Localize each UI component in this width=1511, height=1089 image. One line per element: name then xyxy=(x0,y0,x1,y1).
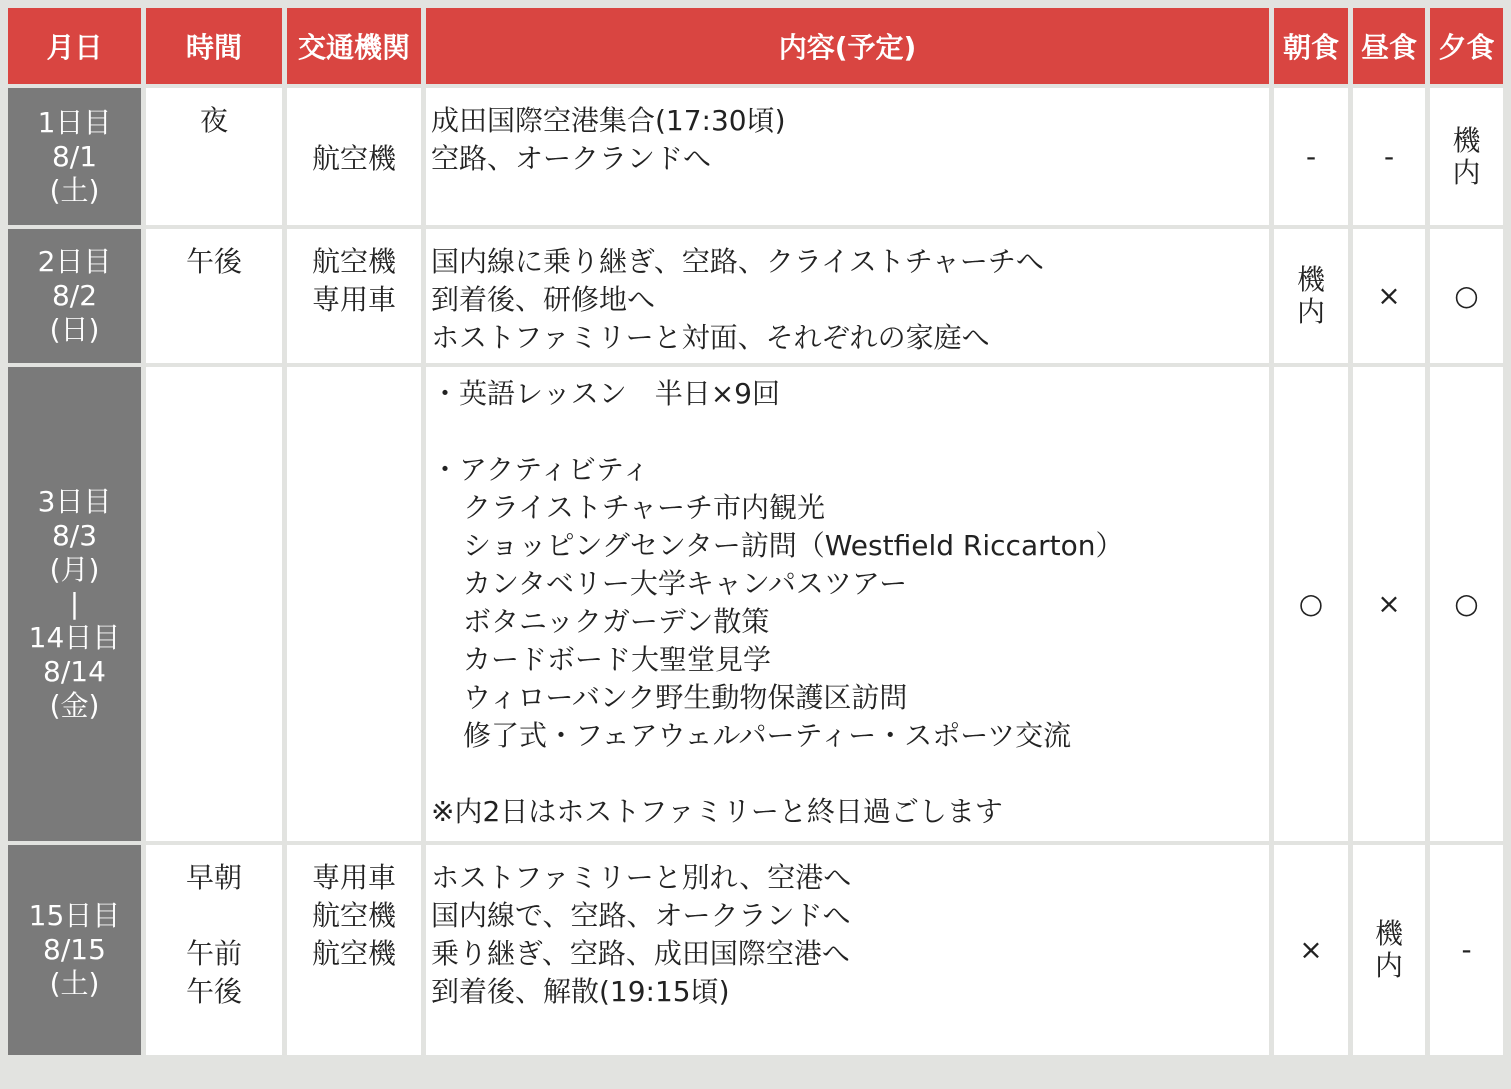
plan-line: 国内線に乗り継ぎ、空路、クライストチャーチへ xyxy=(431,245,1044,278)
day-label: 1日目 xyxy=(37,105,112,139)
transport-label: 専用車 xyxy=(311,861,396,894)
day-label: 14日目 xyxy=(28,621,121,654)
day-label: 3日目 xyxy=(37,485,112,518)
day-label: 15日目 xyxy=(28,899,121,932)
activity-item: クライストチャーチ市内観光 xyxy=(463,491,826,524)
header-row xyxy=(8,8,1503,84)
date-label: 8/1 xyxy=(51,139,98,173)
plan-line: ホストファミリーと対面、それぞれの家庭へ xyxy=(431,321,990,354)
day-label: 2日目 xyxy=(37,245,112,278)
transport-cell xyxy=(287,367,421,841)
transport-cell xyxy=(287,88,421,225)
breakfast-cell: - xyxy=(1274,88,1348,225)
transport-label: 航空機 xyxy=(311,245,396,278)
table-row xyxy=(8,88,1503,225)
plan-cell xyxy=(426,367,1269,841)
lunch-value: 機内 xyxy=(1374,917,1403,982)
table-row xyxy=(8,229,1503,363)
time-cell xyxy=(146,229,282,363)
time-label: 午後 xyxy=(185,245,242,278)
time-label: 夜 xyxy=(199,104,228,137)
plan-line: 到着後、解散(19:15頃) xyxy=(431,975,730,1008)
transport-label: 専用車 xyxy=(311,283,396,316)
time-cell xyxy=(146,845,282,1055)
header-date: 月日 xyxy=(8,8,141,84)
plan-line: ホストファミリーと別れ、空港へ xyxy=(431,861,852,894)
dinner-value: 機内 xyxy=(1452,123,1481,189)
time-spacer xyxy=(146,897,282,935)
dinner-cell: - xyxy=(1430,845,1503,1055)
activity-item: カンタベリー大学キャンパスツアー xyxy=(463,567,908,600)
note-line: ※内2日はホストファミリーと終日過ごします xyxy=(431,795,1003,828)
lunch-cell: × xyxy=(1353,229,1425,363)
activity-item: カードボード大聖堂見学 xyxy=(463,643,772,676)
date-cell xyxy=(8,367,141,841)
plan-cell xyxy=(426,88,1269,225)
breakfast-cell: ○ xyxy=(1274,367,1348,841)
dinner-cell: ○ xyxy=(1430,229,1503,363)
time-label: 早朝 xyxy=(185,861,242,894)
range-separator: | xyxy=(69,587,80,620)
time-label: 午前 xyxy=(185,937,242,970)
table-row xyxy=(8,845,1503,1055)
header-lunch: 昼食 xyxy=(1353,8,1425,84)
transport-label: 航空機 xyxy=(311,937,396,970)
itinerary-table xyxy=(3,4,1508,1059)
date-cell xyxy=(8,845,141,1055)
plan-line: 成田国際空港集合(17:30頃) xyxy=(431,104,786,137)
breakfast-cell xyxy=(1274,229,1348,363)
weekday-label: (日) xyxy=(49,313,100,346)
plan-line: 空路、オークランドへ xyxy=(431,142,712,175)
weekday-label: (金) xyxy=(49,689,100,722)
plan-cell xyxy=(426,845,1269,1055)
activity-item: ウィローバンク野生動物保護区訪問 xyxy=(463,681,908,714)
dinner-cell: ○ xyxy=(1430,367,1503,841)
weekday-label: (土) xyxy=(49,967,100,1000)
activity-item: ショッピングセンター訪問（Westfield Riccarton） xyxy=(463,529,1124,562)
plan-line: 乗り継ぎ、空路、成田国際空港へ xyxy=(431,937,850,970)
table-row xyxy=(8,367,1503,841)
header-time: 時間 xyxy=(146,8,282,84)
plan-line: 到着後、研修地へ xyxy=(431,283,656,316)
breakfast-value: 機内 xyxy=(1296,263,1325,328)
date-label: 8/14 xyxy=(43,655,106,688)
weekday-label: (月) xyxy=(49,553,100,586)
time-cell xyxy=(146,367,282,841)
transport-label: 航空機 xyxy=(311,142,396,175)
time-cell xyxy=(146,88,282,225)
time-label: 午後 xyxy=(185,975,242,1008)
spacer xyxy=(431,413,1269,451)
lunch-cell: - xyxy=(1353,88,1425,225)
transport-cell xyxy=(287,845,421,1055)
breakfast-cell: × xyxy=(1274,845,1348,1055)
activity-item: ボタニックガーデン散策 xyxy=(463,605,770,638)
weekday-label: (土) xyxy=(49,173,100,207)
header-breakfast: 朝食 xyxy=(1274,8,1348,84)
transport-spacer xyxy=(287,102,421,140)
activity-title: ・アクティビティ xyxy=(431,453,650,486)
spacer xyxy=(431,755,1269,793)
date-label: 8/15 xyxy=(43,933,106,966)
plan-line: 国内線で、空路、オークランドへ xyxy=(431,899,851,932)
lunch-cell xyxy=(1353,845,1425,1055)
plan-cell xyxy=(426,229,1269,363)
lesson-line: ・英語レッスン 半日×9回 xyxy=(431,377,780,410)
lunch-cell: × xyxy=(1353,367,1425,841)
dinner-cell xyxy=(1430,88,1503,225)
header-transport: 交通機関 xyxy=(287,8,421,84)
date-label: 8/3 xyxy=(51,519,98,552)
transport-label: 航空機 xyxy=(311,899,396,932)
header-plan: 内容(予定) xyxy=(426,8,1269,84)
transport-cell xyxy=(287,229,421,363)
date-cell xyxy=(8,88,141,225)
header-dinner: 夕食 xyxy=(1430,8,1503,84)
date-label: 8/2 xyxy=(51,279,98,312)
date-cell xyxy=(8,229,141,363)
activity-item: 修了式・フェアウェルパーティー・スポーツ交流 xyxy=(463,719,1072,752)
